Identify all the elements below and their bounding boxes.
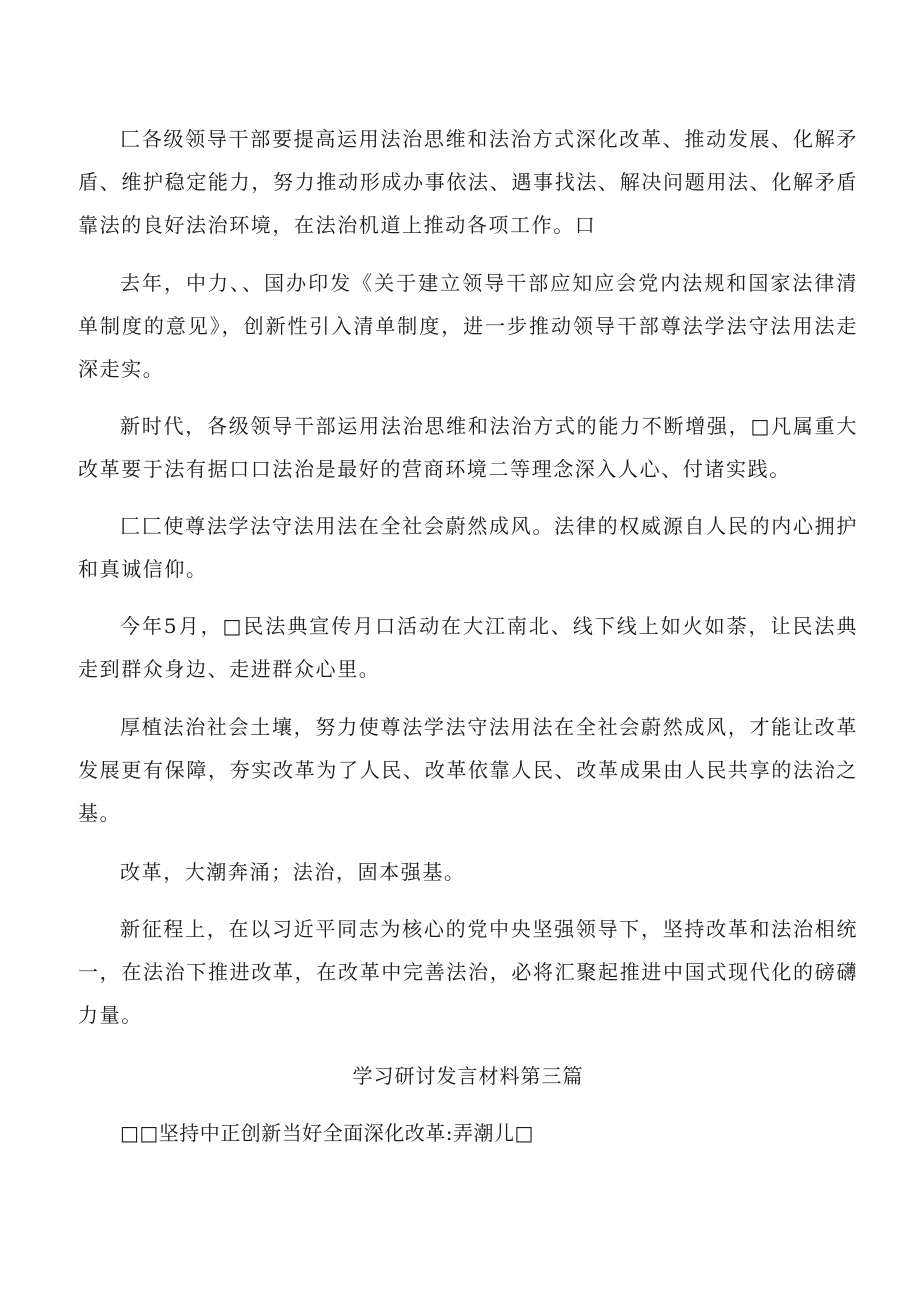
paragraph: 新时代，各级领导干部运用法治思维和法治方式的能力不断增强，□凡属重大改革要于法有据口口法治是最好的营商环境二等理念深入人心、付诸实践。: [78, 414, 858, 481]
paragraph: 今年5月，□民法典宣传月口活动在大江南北、线下线上如火如荼，让民法典走到群众身边、走进群众心里。: [78, 614, 858, 681]
section-heading: 学习研讨发言材料第三篇: [352, 1064, 584, 1088]
paragraph: 厚植法治社会土壤，努力使尊法学法守法用法在全社会蔚然成风，才能让改革发展更有保障，夯实改革为了人民、改革依靠人民、改革成果由人民共享的法治之基。: [78, 715, 858, 825]
paragraph: 改革，大潮奔涌；法治，固本强基。: [120, 860, 466, 884]
paragraph: 匚各级领导干部要提高运用法治思维和法治方式深化改革、推动发展、化解矛盾、维护稳定能力，努力推动形成办事依法、遇事找法、解决问题用法、化解矛盾靠法的良好法治环境，在法治机道上推动各项工作。口: [78, 127, 858, 237]
section-subheading: □□坚持中正创新当好全面深化改革:弄潮儿□: [120, 1121, 534, 1145]
paragraph: 新征程上，在以习近平同志为核心的党中央坚强领导下，坚持改革和法治相统一，在法治下推进改革，在改革中完善法治，必将汇聚起推进中国式现代化的磅礴力量。: [78, 917, 858, 1027]
paragraph: 去年，中力、、国办印发《关于建立领导干部应知应会党内法规和国家法律清单制度的意见》，创新性引入清单制度，进一步推动领导干部尊法学法守法用法走深走实。: [78, 271, 858, 381]
paragraph: 匚匚使尊法学法守法用法在全社会蔚然成风。法律的权威源自人民的内心拥护和真诚信仰。: [78, 514, 858, 581]
